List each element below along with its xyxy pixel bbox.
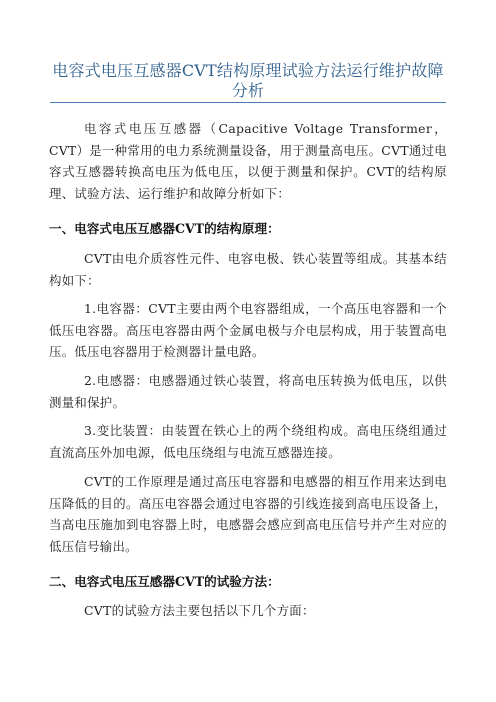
section-1-paragraph-2: 1.电容器：CVT主要由两个电容器组成，一个高压电容器和一个低压电容器。高压电容器由两个金属电极与介电层构成，用于装置高电压。低压电容器用于检测器计量电路。	[49, 301, 447, 359]
section-1-paragraph-5: CVT的工作原理是通过高压电容器和电感器的相互作用来达到电压降低的目的。高压电容器会通过电容器的引线连接到高电压设备上，当高电压施加到电容器上时，电感器会感应到高电压信号并产生对应的低压信号输出。	[49, 474, 447, 554]
section-1-heading: 一、电容式电压互感器CVT的结构原理：	[49, 221, 280, 236]
intro-paragraph: 电容式电压互感器（Capacitive Voltage Transformer，CVT）是一种常用的电力系统测量设备，用于测量高电压。CVT通过电容式互感器转换高电压为低电压，以便于测量和保护。CVT的结构原理、试验方法、运行维护和故障分析如下：	[49, 121, 447, 201]
section-1-paragraph-3: 2.电感器：电感器通过铁心装置，将高电压转换为低电压，以供测量和保护。	[49, 373, 447, 410]
section-2-paragraph-1: CVT的试验方法主要包括以下几个方面：	[84, 603, 315, 618]
section-2-heading: 二、电容式电压互感器CVT的试验方法：	[49, 574, 280, 589]
section-1-paragraph-1: CVT由电介质容性元件、电容电极、铁心装置等组成。其基本结构如下：	[49, 251, 447, 288]
document-title: 电容式电压互感器CVT结构原理试验方法运行维护故障分析	[52, 61, 444, 100]
title-divider	[50, 102, 446, 103]
section-1-paragraph-4: 3.变比装置：由装置在铁心上的两个绕组构成。高电压绕组通过直流高压外加电源，低电压绕组与电流互感器连接。	[49, 423, 447, 460]
